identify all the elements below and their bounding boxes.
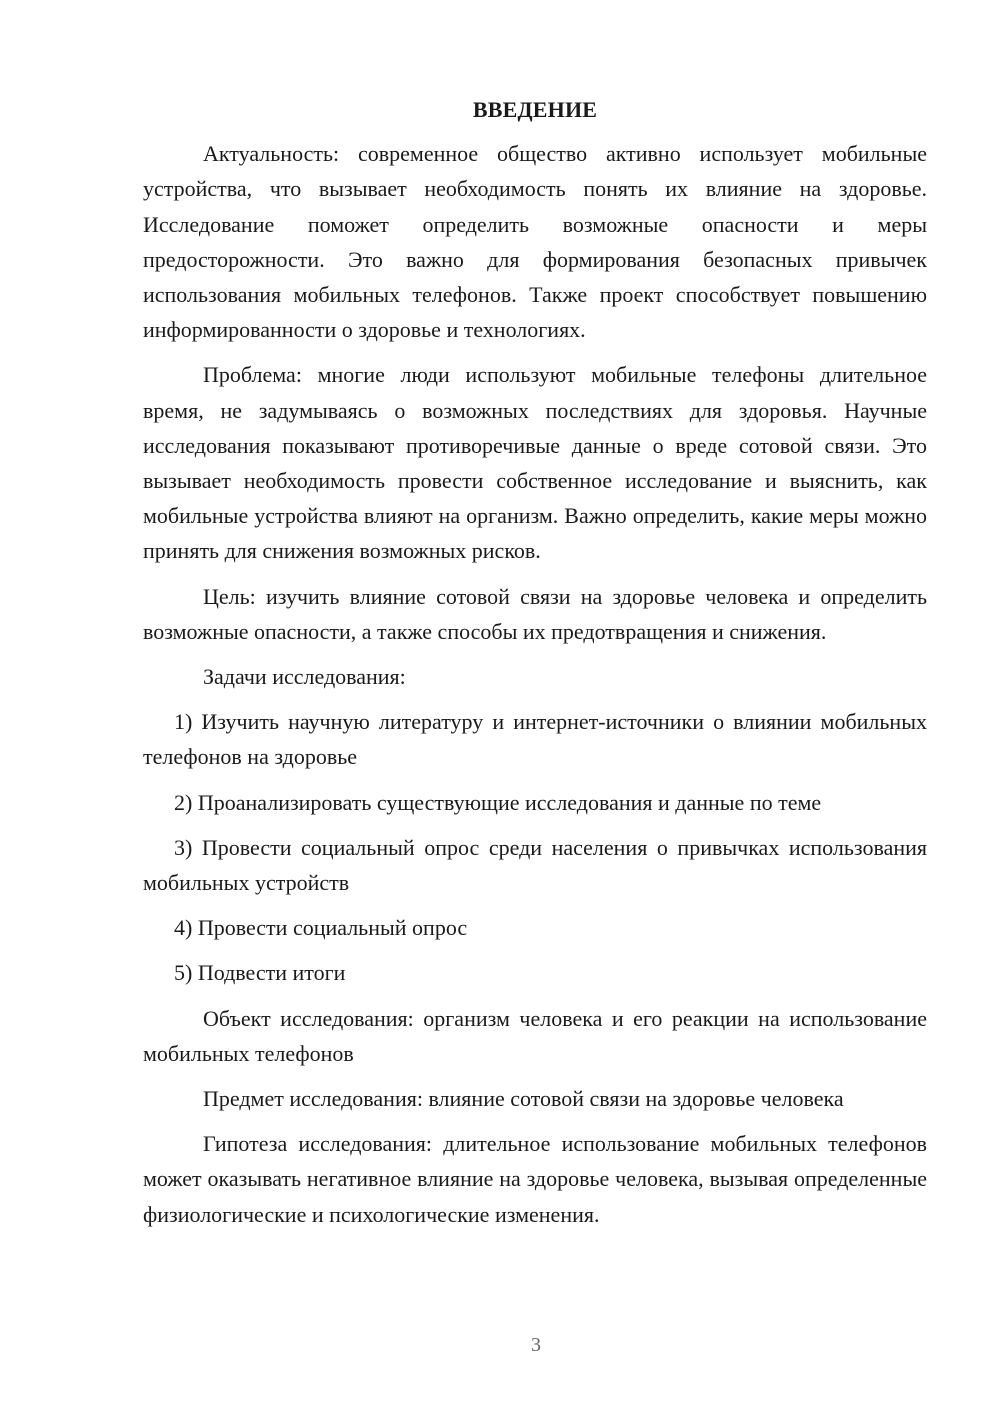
tasks-heading: Задачи исследования: [203, 664, 406, 690]
problem-paragraph: Проблема: многие люди используют мобильные телефоны длительное время, не задумываясь о возможных последствиях для здоровья. Научные исследования показывают противоречивые данные о вреде сотовой связи. Это вызывает необходимость провести собственное исследование и выяснить, как мобильные устройства влияют на организм. Важно определить, какие меры можно принять для снижения возможных рисков. [143, 362, 927, 564]
task-item-4: 4) Провести социальный опрос [174, 915, 468, 941]
section-title: ВВЕДЕНИЕ [472, 97, 598, 122]
relevance-paragraph: Актуальность: современное общество активно использует мобильные устройства, что вызывает необходимость понять их влияние на здоровье. Исследование поможет определить возможные опасности и меры предосторожности. Это важно для формирования безопасных привычек использования мобильных телефонов. Также проект способствует повышению информированности о здоровье и технологиях. [143, 141, 927, 343]
task-item-3: 3) Провести социальный опрос среди населения о привычках использования мобильных устройств [143, 834, 927, 896]
page-number: 3 [531, 1334, 541, 1356]
tasks-list [143, 704, 927, 990]
object-paragraph: Объект исследования: организм человека и его реакции на использование мобильных телефонов [143, 1005, 927, 1066]
goal-paragraph: Цель: изучить влияние сотовой связи на здоровье человека и определить возможные опасности, а также способы их предотвращения и снижения. [143, 583, 927, 644]
subject-paragraph: Предмет исследования: влияние сотовой связи на здоровье человека [203, 1086, 844, 1112]
document-page [143, 92, 927, 1242]
task-item-5: 5) Подвести итоги [174, 960, 346, 986]
hypothesis-paragraph: Гипотеза исследования: длительное использование мобильных телефонов может оказывать негативное влияние на здоровье человека, вызывая определенные физиологические и психологические изменения. [143, 1131, 927, 1227]
task-item-2: 2) Проанализировать существующие исследования и данные по теме [174, 789, 822, 815]
task-item-1: 1) Изучить научную литературу и интернет-источники о влиянии мобильных телефонов на здоровье [143, 709, 927, 770]
